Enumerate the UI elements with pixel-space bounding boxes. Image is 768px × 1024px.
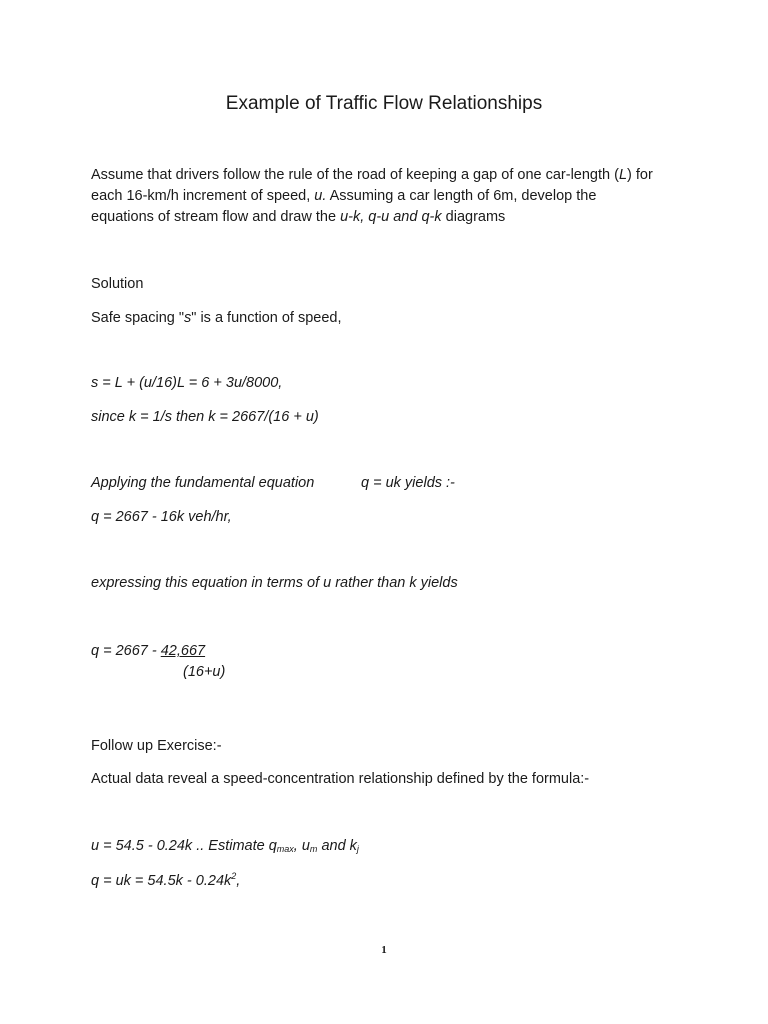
fraction-denominator: (16+u) xyxy=(183,664,226,680)
exercise-text: Actual data reveal a speed-concentration relationship defined by the formula:- xyxy=(91,771,590,787)
equation-flow-k: q = 2667 - 16k veh/hr, xyxy=(91,509,232,525)
intro-line-2: each 16-km/h increment of speed, u. Assuming a car length of 6m, develop the xyxy=(91,188,597,204)
equation-spacing: s = L + (u/16)L = 6 + 3u/8000, xyxy=(91,375,283,391)
fraction-numerator: 42,667 xyxy=(160,643,206,659)
page-title: Example of Traffic Flow Relationships xyxy=(225,93,543,114)
equation-flow-u: q = 2667 - 42,667 xyxy=(91,643,206,659)
expressing-text: expressing this equation in terms of u rather than k yields xyxy=(91,575,458,591)
equation-flow-quadratic: q = uk = $54.5k - 0.24k^2$, xyxy=(91,871,241,889)
applying-text: Applying the fundamental equation xyxy=(91,475,315,491)
equation-concentration: since k = 1/s then k = 2667/(16 + u) xyxy=(91,409,319,425)
intro-line-3: equations of stream flow and draw the u-k, q-u and q-k diagrams xyxy=(91,209,506,225)
equation-speed: u = 54.5 - 0.24k .. Estimate $q_{max}$, $u_m$ and $k_j$ xyxy=(91,838,359,854)
intro-line-1: Assume that drivers follow the rule of the road of keeping a gap of one car-length (L) for xyxy=(91,167,653,183)
safe-spacing-text: Safe spacing "s" is a function of speed, xyxy=(91,310,342,326)
page-number: 1 xyxy=(381,944,387,956)
exercise-heading: Follow up Exercise:- xyxy=(91,738,222,754)
fundamental-equation: q = uk yields :- xyxy=(361,475,455,491)
solution-heading: Solution xyxy=(91,276,144,292)
